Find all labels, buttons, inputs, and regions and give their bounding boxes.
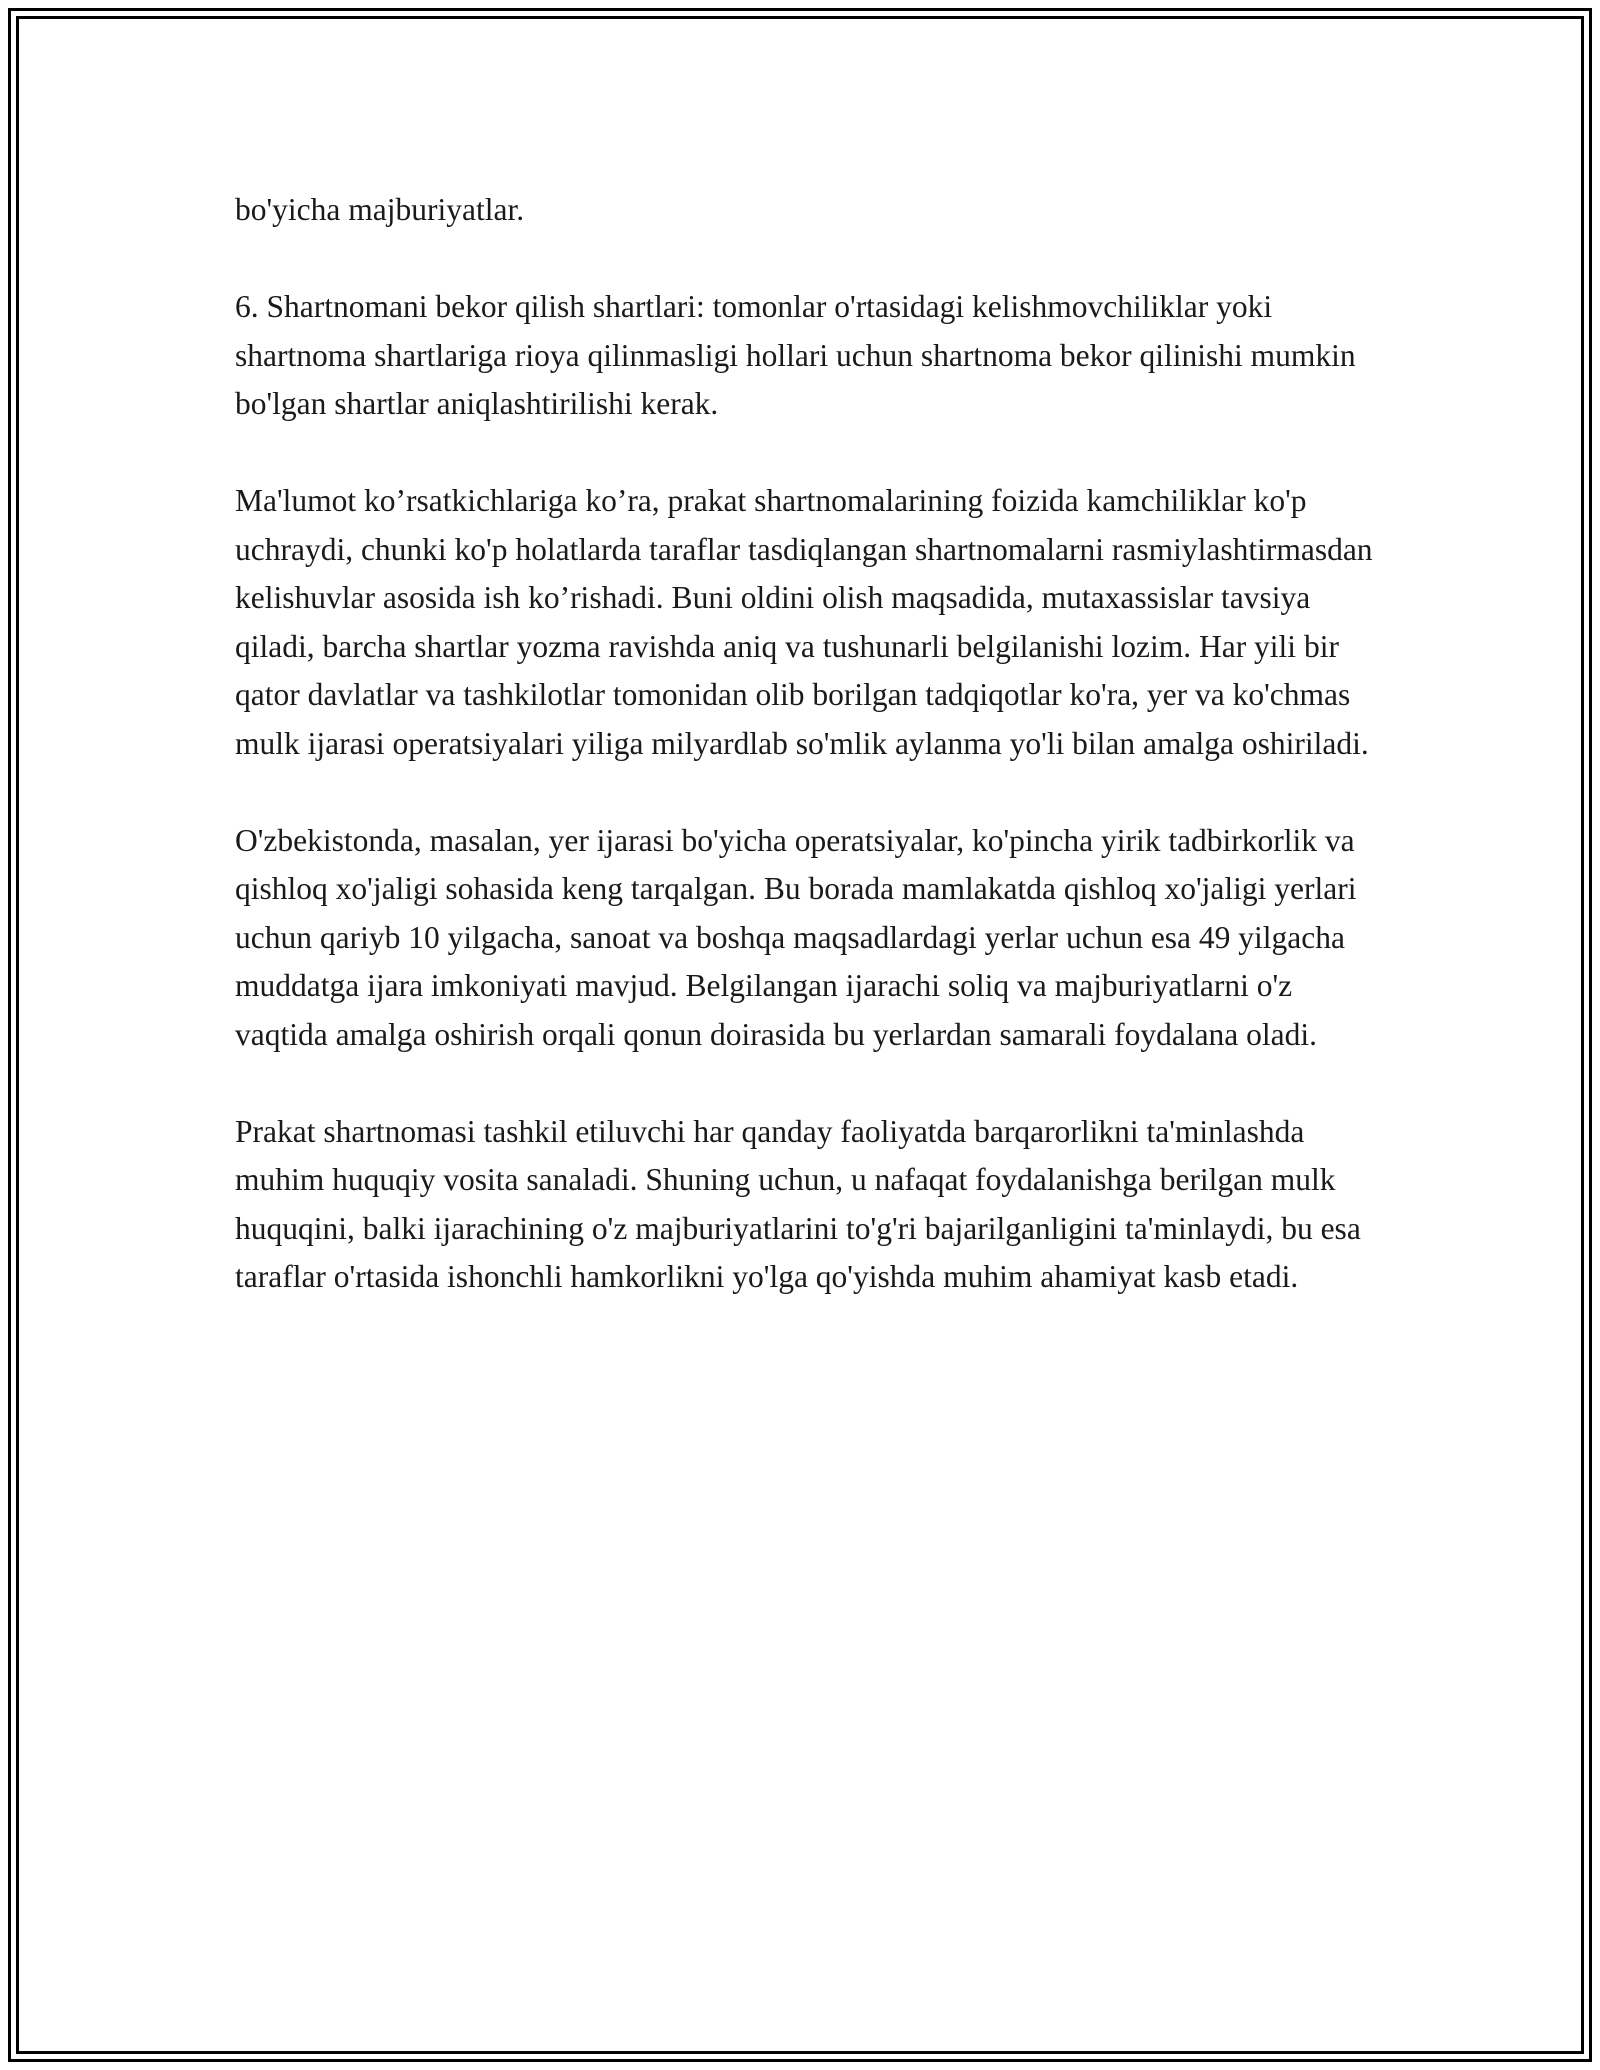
paragraph-uzbekistan-land-lease: O'zbekistonda, masalan, yer ijarasi bo'yicha operatsiyalar, ko'pincha yirik tadbirkorlik va qishloq xo'jaligi sohasida keng tarqalgan. Bu borada mamlakatda qishloq xo'jaligi yerlari uchun qariyb 10 yilgacha, sanoat va boshqa maqsadlardagi yerlar uchun esa 49 yilgacha muddatga ijara imkoniyati mavjud. Belgilangan ijarachi soliq va majburiyatlarni o'z vaqtida amalga oshirish orqali qonun doirasida bu yerlardan samarali foydalana oladi.	[235, 822, 1357, 1052]
paragraph-termination-conditions: 6. Shartnomani bekor qilish shartlari: tomonlar o'rtasidagi kelishmovchiliklar yoki shartnoma shartlariga rioya qilinmasligi hollari uchun shartnoma bekor qilinishi mumkin bo'lgan shartlar aniqlashtirilishi kerak.	[235, 289, 1356, 421]
paragraph-continuation: bo'yicha majburiyatlar.	[235, 192, 525, 227]
document-body	[235, 186, 1375, 1302]
paragraph-statistics: Ma'lumot ko’rsatkichlariga ko’ra, prakat shartnomalarining foizida kamchiliklar ko'p uchraydi, chunki ko'p holatlarda taraflar tasdiqlangan shartnomalarni rasmiylashtirmasdan kelishuvlar asosida ish ko’rishadi. Buni oldini olish maqsadida, mutaxassislar tavsiya qiladi, barcha shartlar yozma ravishda aniq va tushunarli belgilanishi lozim. Har yili bir qator davlatlar va tashkilotlar tomonidan olib borilgan tadqiqotlar ko'ra, yer va ko'chmas mulk ijarasi operatsiyalari yiliga milyardlab so'mlik aylanma yo'li bilan amalga oshiriladi.	[235, 483, 1373, 761]
paragraph-conclusion: Prakat shartnomasi tashkil etiluvchi har qanday faoliyatda barqarorlikni ta'minlashda muhim huquqiy vosita sanaladi. Shuning uchun, u nafaqat foydalanishga berilgan mulk huquqini, balki ijarachining o'z majburiyatlarini to'g'ri bajarilganligini ta'minlaydi, bu esa taraflar o'rtasida ishonchli hamkorlikni yo'lga qo'yishda muhim ahamiyat kasb etadi.	[235, 1113, 1361, 1294]
